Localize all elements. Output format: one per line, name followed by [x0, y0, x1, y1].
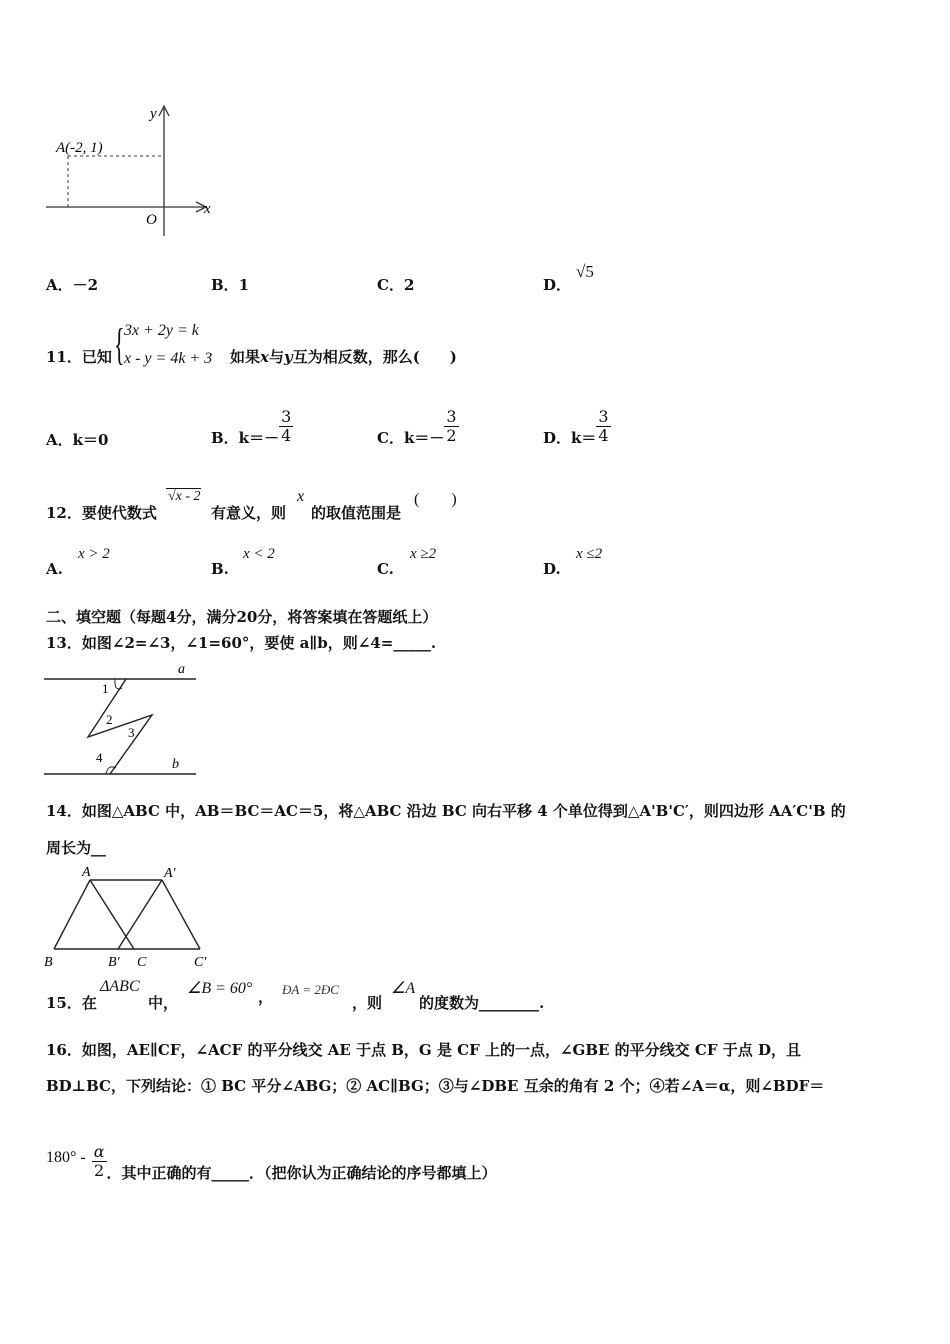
q11-option-c-num: 3	[446, 406, 457, 426]
q15-zhong: 中，	[148, 994, 179, 1012]
q11-option-b-num: 3	[281, 406, 292, 426]
q10-label-x: x	[204, 201, 211, 217]
q15-relation: ÐA = 2ÐC	[282, 982, 339, 997]
q14-line-1: 14．如图△ABC 中，AB＝BC＝AC＝5，将△ABC 沿边 BC 向右平移 4 个单位得到△A'B'C′，则四边形 AA′C'B 的	[46, 802, 846, 820]
q15-angle-a: ∠A	[391, 980, 416, 997]
q11-option-b	[211, 404, 293, 448]
q15-suffix: 的度数为________.	[419, 994, 545, 1012]
q13-label-3: 3	[128, 725, 135, 740]
q10-label-point: A(-2, 1)	[56, 140, 103, 156]
q12-option-d-label: D.	[543, 560, 561, 578]
q14-label-C-prime: C′	[194, 955, 207, 970]
q14-triangles-figure	[40, 862, 220, 972]
q16-fraction	[92, 1143, 107, 1180]
q10-option-d-label: D．	[543, 276, 572, 294]
q10-option-d-value: √5	[576, 262, 594, 281]
q12-var-x: x	[297, 488, 305, 505]
q15-angle-b: ∠B = 60°	[187, 980, 253, 997]
q12-suffix: 的取值范围是	[311, 504, 402, 522]
q12-option-d-value: x ≤2	[576, 546, 603, 562]
q13-label-4: 4	[96, 750, 103, 765]
q10-option-b: B．1	[211, 276, 250, 294]
q12-option-b-value: x < 2	[243, 546, 275, 562]
q11-brace: {	[114, 320, 125, 369]
q11-option-d	[543, 404, 611, 448]
q15-prefix: 15．在	[46, 994, 97, 1012]
q10-coordinate-figure	[40, 100, 230, 240]
q11-option-d-num: 3	[598, 406, 609, 426]
q13-parallel-lines-figure	[42, 658, 202, 782]
q15-triangle: ΔABC	[100, 978, 140, 995]
q11-option-d-den: 4	[598, 425, 609, 445]
q11-option-b-den: 4	[281, 425, 292, 445]
q11-suffix-b: 与	[268, 348, 284, 366]
q11-option-c-den: 2	[446, 425, 457, 445]
q12-radical: √x - 2	[168, 489, 201, 504]
q11-suffix-c: 互为相反数，那么( )	[292, 348, 457, 366]
q16-line-1: 16．如图，AE∥CF，∠ACF 的平分线交 AE 于点 B，G 是 CF 上的一点，∠GBE 的平分线交 CF 于点 D，且	[46, 1041, 801, 1059]
q13-label-b: b	[172, 757, 179, 772]
q14-label-A-prime: A′	[164, 866, 176, 881]
q11-option-b-label: B．k＝－	[211, 428, 280, 447]
q10-option-a: A．－2	[46, 276, 99, 294]
q11-option-c-fraction	[444, 408, 458, 445]
q16-fraction-den: 2	[94, 1160, 105, 1180]
q12-option-b-label: B.	[211, 560, 229, 578]
q16-fraction-num: α	[93, 1141, 105, 1161]
q14-label-B-prime: B′	[108, 955, 120, 970]
q12-prefix: 12．要使代数式	[46, 504, 157, 522]
q11-option-c-label: C．k＝－	[377, 428, 445, 447]
q13-label-2: 2	[106, 712, 113, 727]
q14-line-2: 周长为__	[46, 839, 107, 857]
q10-label-origin: O	[146, 212, 157, 228]
q11-equation-1: 3x + 2y = k	[124, 322, 199, 339]
q16-line-2: BD⊥BC，下列结论：① BC 平分∠ABG；② AC∥BG；③与∠DBE 互余的角有 2 个；④若∠A＝α，则∠BDF＝	[46, 1077, 825, 1095]
q16-suffix: ．其中正确的有_____．（把你认为正确结论的序号都填上）	[106, 1163, 497, 1182]
section-2-heading: 二、填空题（每题4分，满分20分，将答案填在答题纸上）	[46, 608, 438, 626]
q14-label-A: A	[82, 865, 91, 880]
q14-label-B: B	[44, 955, 53, 970]
q11-option-d-fraction	[596, 408, 610, 445]
q11-prefix: 11．已知	[46, 348, 112, 366]
q11-option-d-label: D．k＝	[543, 428, 597, 447]
q12-paren: ( )	[414, 491, 457, 508]
q11-option-c	[377, 404, 459, 448]
q11-option-a: A．k＝0	[46, 431, 109, 449]
q12-option-a-value: x > 2	[78, 546, 110, 562]
q11-var-x: x	[260, 348, 269, 366]
q13-label-a: a	[178, 662, 185, 677]
q12-option-c-value: x ≥2	[410, 546, 437, 562]
q13-text: 13．如图∠2=∠3，∠1=60°，要使 a∥b，则∠4=_____.	[46, 634, 437, 652]
q15-comma-1: ，	[258, 988, 274, 1006]
q11-var-y: y	[283, 348, 293, 366]
q11-option-b-fraction	[279, 408, 293, 445]
q16-line-3	[46, 1138, 497, 1184]
q10-option-c: C．2	[377, 276, 415, 294]
q12-option-a-label: A.	[46, 560, 63, 578]
q14-label-C: C	[137, 955, 147, 970]
q11-equation-2: x - y = 4k + 3	[124, 350, 213, 367]
q11-condition	[230, 346, 457, 367]
q15-comma-2: ，则	[352, 994, 383, 1012]
q13-label-1: 1	[102, 681, 109, 696]
q16-expr: 180° -	[46, 1149, 86, 1166]
q11-suffix-a: 如果	[230, 348, 261, 366]
q10-label-y: y	[150, 106, 157, 122]
q12-option-c-label: C.	[377, 560, 394, 578]
q12-mid: 有意义，则	[211, 504, 287, 522]
